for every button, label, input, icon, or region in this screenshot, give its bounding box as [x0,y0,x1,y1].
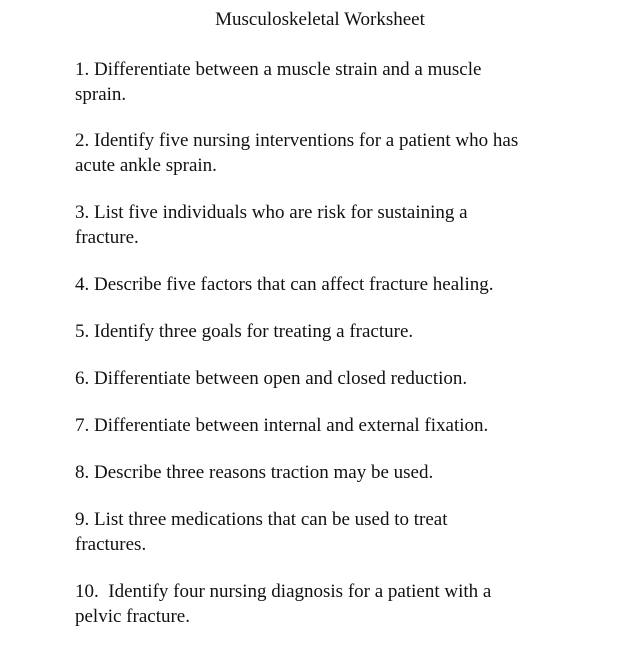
question-1: 1. Differentiate between a muscle strain and a muscle sprain. [75,59,482,105]
question-5: 5. Identify three goals for treating a fracture. [75,321,414,342]
question-10: 10. Identify four nursing diagnosis for a patient with a pelvic fracture. [75,581,492,627]
question-8: 8. Describe three reasons traction may be used. [75,462,434,483]
question-2: 2. Identify five nursing interventions for a patient who has acute ankle sprain. [75,130,519,176]
question-7: 7. Differentiate between internal and external fixation. [75,415,489,436]
question-9: 9. List three medications that can be used to treat fractures. [75,509,448,555]
question-6: 6. Differentiate between open and closed reduction. [75,368,468,389]
page-title: Musculoskeletal Worksheet [215,9,425,30]
question-3: 3. List five individuals who are risk for sustaining a fracture. [75,202,468,248]
question-4: 4. Describe five factors that can affect fracture healing. [75,274,494,295]
